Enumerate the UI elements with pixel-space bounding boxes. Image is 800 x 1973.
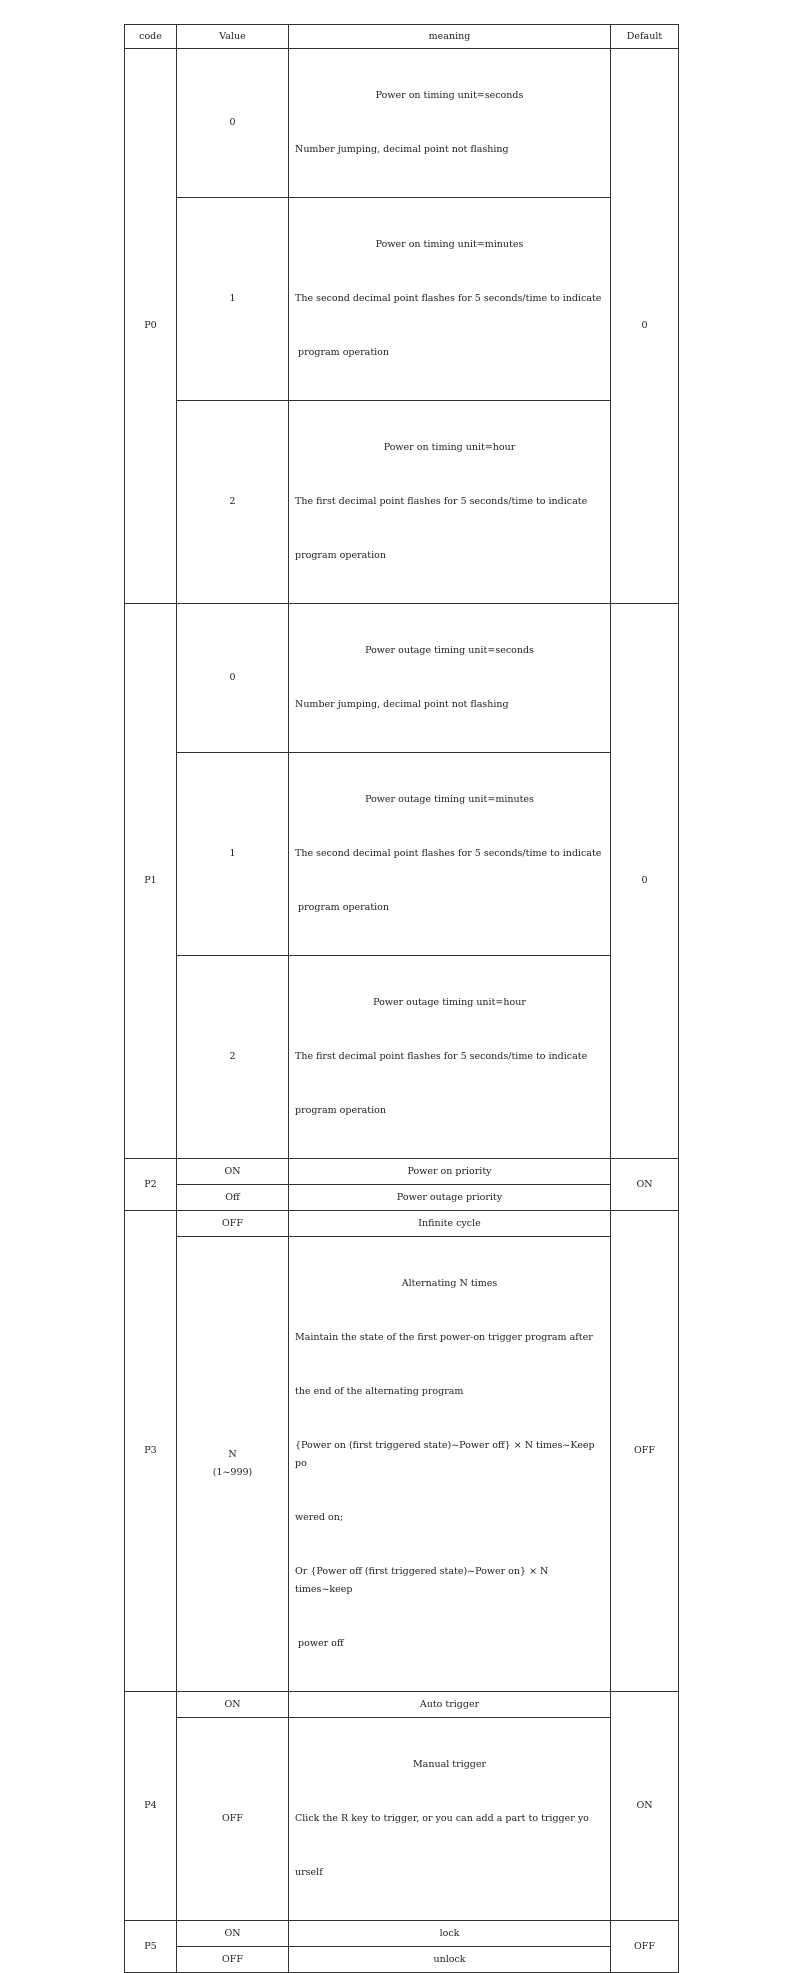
value-cell: 0	[177, 49, 289, 198]
meaning-title: Power on timing unit=seconds	[375, 90, 524, 101]
value-cell: ON	[177, 1159, 289, 1185]
meaning-line: Number jumping, decimal point not flashing	[295, 699, 509, 710]
meaning-line: power off	[295, 1638, 344, 1649]
table-row	[125, 1692, 679, 1718]
table-row	[125, 401, 679, 604]
meaning-title: Power outage timing unit=seconds	[365, 645, 534, 656]
meaning-line: The first decimal point flashes for 5 seconds/time to indicate	[295, 1051, 588, 1062]
meaning-line: urself	[295, 1867, 323, 1878]
default-cell: ON	[611, 1159, 679, 1211]
value-cell: OFF	[177, 1211, 289, 1237]
meaning-line: The second decimal point flashes for 5 seconds/time to indicate	[295, 293, 602, 304]
meaning-title: Power on timing unit=hour	[383, 442, 516, 453]
table-row	[125, 49, 679, 198]
value-cell: 2	[177, 956, 289, 1159]
meaning-title: Power outage timing unit=hour	[373, 997, 526, 1008]
value-cell	[177, 1237, 289, 1692]
value-range: (1~999)	[212, 1467, 253, 1478]
table-row	[125, 198, 679, 401]
table-row	[125, 604, 679, 753]
meaning-line: The second decimal point flashes for 5 seconds/time to indicate	[295, 848, 602, 859]
code-cell: P1	[125, 604, 177, 1159]
meaning-cell	[289, 1237, 611, 1692]
code-cell: P4	[125, 1692, 177, 1921]
meaning-cell	[289, 604, 611, 753]
table-row	[125, 1211, 679, 1237]
meaning-cell	[289, 198, 611, 401]
table-row	[125, 753, 679, 956]
default-cell: 0	[611, 604, 679, 1159]
value-label: N	[228, 1449, 237, 1460]
default-cell: OFF	[611, 1211, 679, 1692]
value-cell: ON	[177, 1921, 289, 1947]
meaning-line: program operation	[295, 550, 386, 561]
default-cell: OFF	[611, 1921, 679, 1973]
table-row	[125, 956, 679, 1159]
default-cell: ON	[611, 1692, 679, 1921]
meaning-title: Power on timing unit=minutes	[375, 239, 524, 250]
meaning-line: {Power on (first triggered state)~Power off} × N times~Keep po	[295, 1440, 598, 1469]
meaning-line: Maintain the state of the first power-on trigger program after	[295, 1332, 593, 1343]
table-row	[125, 1718, 679, 1921]
meaning-cell: lock	[289, 1921, 611, 1947]
table-row	[125, 1185, 679, 1211]
table-row	[125, 1947, 679, 1973]
meaning-cell: Power outage priority	[289, 1185, 611, 1211]
value-cell: 0	[177, 604, 289, 753]
meaning-line: Number jumping, decimal point not flashing	[295, 144, 509, 155]
header-code: code	[125, 25, 177, 49]
value-cell: 2	[177, 401, 289, 604]
meaning-cell	[289, 49, 611, 198]
meaning-cell	[289, 1718, 611, 1921]
meaning-cell: Auto trigger	[289, 1692, 611, 1718]
parameter-table	[124, 24, 679, 1973]
code-cell: P0	[125, 49, 177, 604]
meaning-line: wered on;	[295, 1512, 344, 1523]
value-cell: ON	[177, 1692, 289, 1718]
code-cell: P2	[125, 1159, 177, 1211]
meaning-line: program operation	[295, 902, 390, 913]
code-cell: P5	[125, 1921, 177, 1973]
table-row	[125, 1921, 679, 1947]
header-meaning: meaning	[289, 25, 611, 49]
table-row	[125, 1159, 679, 1185]
value-cell: OFF	[177, 1947, 289, 1973]
code-cell: P3	[125, 1211, 177, 1692]
meaning-cell	[289, 753, 611, 956]
meaning-line: The first decimal point flashes for 5 seconds/time to indicate	[295, 496, 588, 507]
meaning-title: Manual trigger	[412, 1759, 487, 1770]
meaning-title: Alternating N times	[401, 1278, 498, 1289]
default-cell: 0	[611, 49, 679, 604]
meaning-title: Power outage timing unit=minutes	[365, 794, 534, 805]
header-row	[125, 25, 679, 49]
meaning-line: Click the R key to trigger, or you can add a part to trigger yo	[295, 1813, 589, 1824]
meaning-cell: Power on priority	[289, 1159, 611, 1185]
table-row	[125, 1237, 679, 1692]
meaning-line: the end of the alternating program	[295, 1386, 464, 1397]
value-cell: 1	[177, 753, 289, 956]
value-cell: Off	[177, 1185, 289, 1211]
meaning-line: program operation	[295, 1105, 386, 1116]
meaning-cell	[289, 956, 611, 1159]
meaning-cell: unlock	[289, 1947, 611, 1973]
meaning-line: Or {Power off (first triggered state)~Power on} × N times~keep	[295, 1566, 552, 1595]
value-cell: OFF	[177, 1718, 289, 1921]
value-cell: 1	[177, 198, 289, 401]
meaning-cell	[289, 401, 611, 604]
header-default: Default	[611, 25, 679, 49]
meaning-line: program operation	[295, 347, 390, 358]
meaning-cell: Infinite cycle	[289, 1211, 611, 1237]
header-value: Value	[177, 25, 289, 49]
